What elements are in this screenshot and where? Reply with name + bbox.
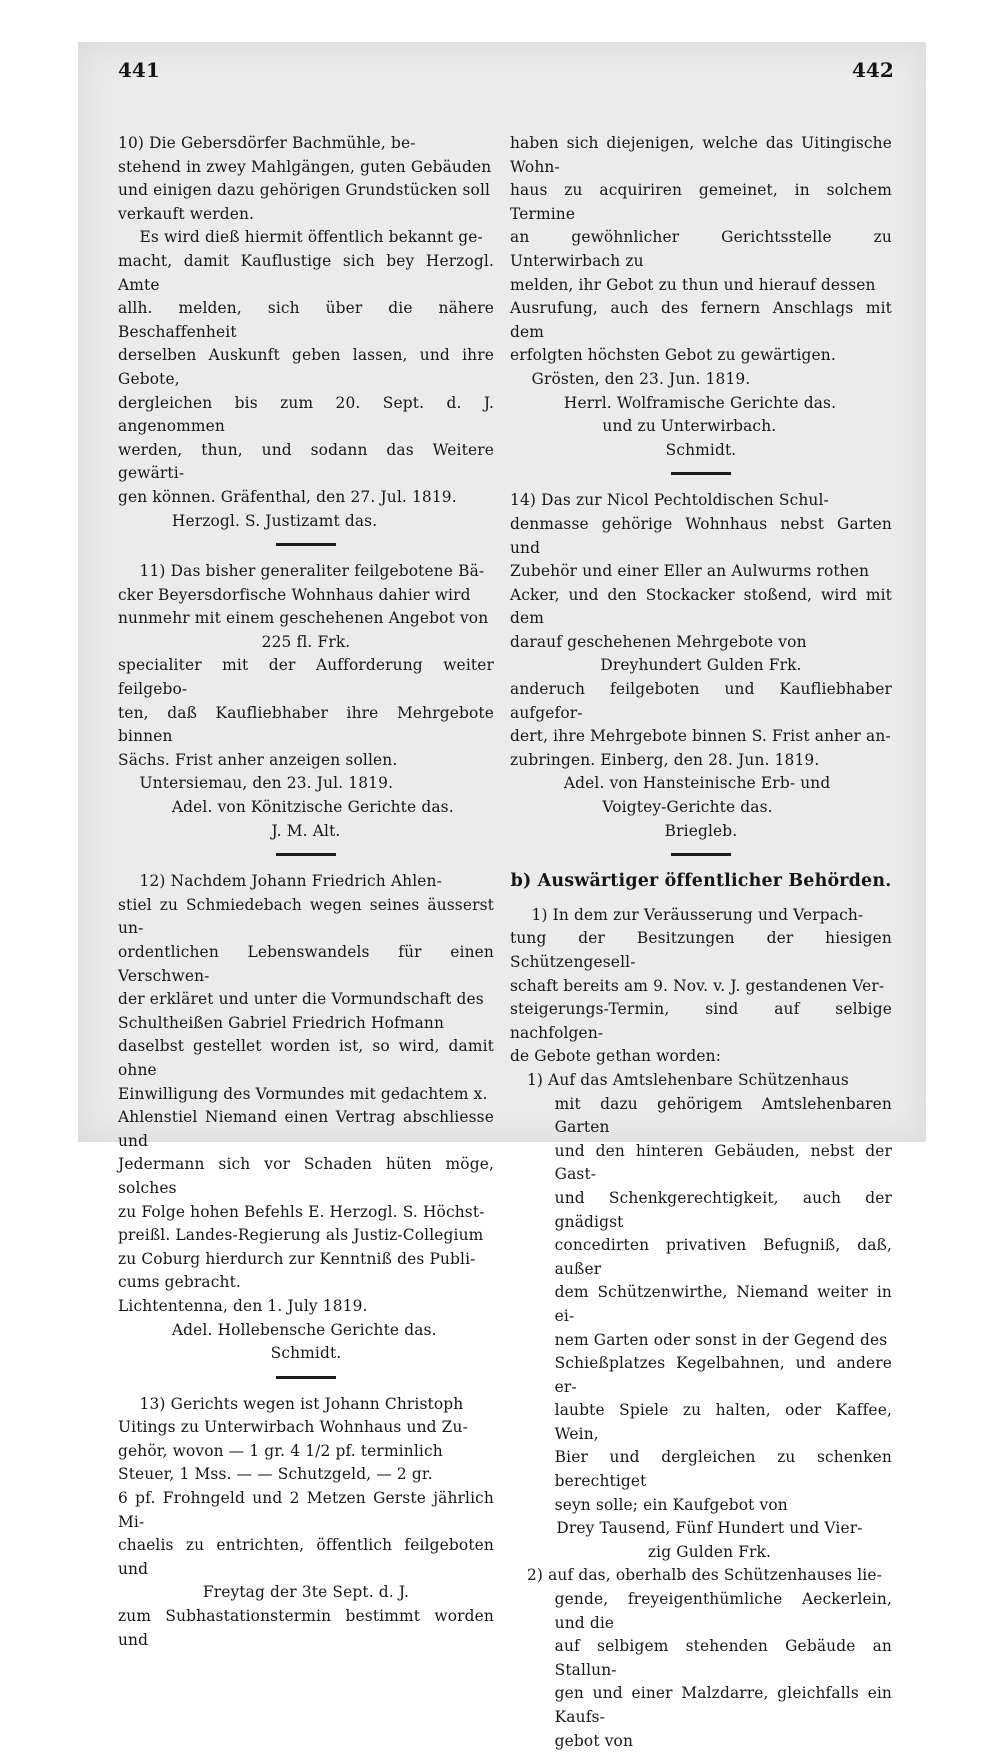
text-line: denmasse gehörige Wohnhaus nebst Garten und <box>510 514 892 557</box>
section-divider <box>276 543 336 546</box>
section-divider <box>276 1376 336 1379</box>
text-line: macht, damit Kauflustige sich bey Herzogl. Amte <box>118 251 494 294</box>
signature: Herzogl. S. Justizamt das. <box>171 511 378 530</box>
signature: Adel. von Hansteinische Erb- und <box>563 774 831 793</box>
text-line: werden, thun, und sodann das Weitere gewärti- <box>118 440 494 483</box>
signature-name: Briegleb. <box>664 821 738 840</box>
text-line: specialiter mit der Aufforderung weiter feilgebo- <box>118 656 494 699</box>
text-line: allh. melden, sich über die nähere Beschaffenheit <box>118 299 494 341</box>
amount: Dreyhundert Gulden Frk. <box>600 656 802 675</box>
text-line: auf selbigem stehenden Gebäude an Stallun- <box>554 1637 892 1679</box>
text-line: 11) Das bisher generaliter feilgebotene Bä- <box>139 562 485 581</box>
text-line: seyn solle; ein Kaufgebot von <box>554 1495 788 1514</box>
text-line: 2) auf das, oberhalb des Schützenhauses lie- <box>526 1566 882 1585</box>
text-line: zubringen. Einberg, den 28. Jun. 1819. <box>510 750 820 769</box>
text-line: erfolgten höchsten Gebot zu gewärtigen. <box>510 346 836 365</box>
text-line: und einigen dazu gehörigen Grundstücken soll <box>118 181 491 200</box>
text-line: 1) Auf das Amtslehenbare Schützenhaus <box>526 1070 849 1089</box>
section-divider <box>276 853 336 856</box>
amount: zig Gulden Frk. <box>647 1542 772 1561</box>
text-line: Bier und dergleichen zu schenken berechtiget <box>554 1448 892 1491</box>
text-line: Uitings zu Unterwirbach Wohnhaus und Zu- <box>118 1418 468 1437</box>
text-line: ordentlichen Lebenswandels für einen Verschwen- <box>118 943 494 985</box>
notice-10 <box>118 132 494 533</box>
text-line: gen und einer Malzdarre, gleichfalls ein Kaufs- <box>554 1684 892 1726</box>
term-date: Freytag der 3te Sept. d. J. <box>202 1583 410 1602</box>
page-number-right: 442 <box>852 58 894 82</box>
section-heading: b) Auswärtiger öffentlicher Behörden. <box>510 871 892 892</box>
place-date: Grösten, den 23. Jun. 1819. <box>531 369 751 388</box>
text-line: Jedermann sich vor Schaden hüten möge, solches <box>118 1155 494 1197</box>
notice-13-continued <box>510 132 892 462</box>
text-line: derselben Auskunft geben lassen, und ihre Gebote, <box>118 346 494 388</box>
place-date: Lichtentenna, den 1. July 1819. <box>118 1296 368 1315</box>
text-line: verkauft werden. <box>118 204 255 223</box>
text-line: laubte Spiele zu halten, oder Kaffee, Wein, <box>554 1401 892 1443</box>
text-line: nem Garten oder sonst in der Gegend des <box>554 1330 888 1349</box>
text-line: Schießplatzes Kegelbahnen, und andere er- <box>554 1354 892 1396</box>
text-line: gen können. Gräfenthal, den 27. Jul. 1819. <box>118 487 457 506</box>
text-line: anderuch feilgeboten und Kaufliebhaber aufgefor- <box>510 680 892 722</box>
text-line: dert, ihre Mehrgebote binnen S. Frist anher an- <box>510 727 891 746</box>
signature: Adel. von Könitzische Gerichte das. <box>171 798 454 817</box>
signature: und zu Unterwirbach. <box>602 417 777 436</box>
text-line: haben sich diejenigen, welche das Uitingische Wohn- <box>510 134 892 176</box>
text-line: Steuer, 1 Mss. — — Schutzgeld, — 2 gr. <box>118 1465 433 1484</box>
text-line: Zubehör und einer Eller an Aulwurms rothen <box>510 562 870 581</box>
text-line: gende, freyeigenthümliche Aeckerlein, und die <box>554 1590 892 1632</box>
text-line: de Gebote gethan worden: <box>510 1047 722 1066</box>
text-line: dergleichen bis zum 20. Sept. d. J. angenommen <box>118 393 494 436</box>
text-line: cker Beyersdorfische Wohnhaus dahier wird <box>118 585 471 604</box>
signature: Adel. Hollebensche Gerichte das. <box>171 1320 437 1339</box>
text-line: dem Schützenwirthe, Niemand weiter in ei- <box>554 1283 892 1325</box>
text-line: chaelis zu entrichten, öffentlich feilgeboten und <box>118 1536 494 1578</box>
section-divider <box>671 472 731 475</box>
sub-item-2 <box>510 1564 892 1753</box>
signature-name: Schmidt. <box>270 1344 342 1363</box>
text-line: der erkläret und unter die Vormundschaft des <box>118 990 484 1009</box>
place-date: Untersiemau, den 23. Jul. 1819. <box>139 774 394 793</box>
text-line: ten, daß Kaufliebhaber ihre Mehrgebote binnen <box>118 703 494 746</box>
signature: Voigtey-Gerichte das. <box>602 798 773 817</box>
left-column <box>118 132 494 1652</box>
text-line: gehör, wovon — 1 gr. 4 1/2 pf. terminlich <box>118 1441 443 1460</box>
text-line: 6 pf. Frohngeld und 2 Metzen Gerste jährlich Mi- <box>118 1489 494 1531</box>
text-line: Sächs. Frist anher anzeigen sollen. <box>118 750 398 769</box>
amount: 225 fl. Frk. <box>261 632 351 651</box>
notice-11 <box>118 560 494 843</box>
text-line: darauf geschehenen Mehrgebote von <box>510 632 807 651</box>
signature-name: J. M. Alt. <box>271 821 341 840</box>
section-divider <box>671 853 731 856</box>
text-line: cums gebracht. <box>118 1273 241 1292</box>
text-line: und Schenkgerechtigkeit, auch der gnädigst <box>554 1188 892 1231</box>
text-line: gebot von <box>554 1731 634 1750</box>
notice-b1 <box>510 904 892 1753</box>
text-line: stiel zu Schmiedebach wegen seines äusserst un- <box>118 895 494 938</box>
text-line: steigerungs-Termin, sind auf selbige nachfolgen- <box>510 1000 892 1042</box>
text-line: tung der Besitzungen der hiesigen Schützengesell- <box>510 929 892 971</box>
text-line: nunmehr mit einem geschehenen Angebot von <box>118 609 489 628</box>
notice-12 <box>118 870 494 1365</box>
right-column <box>510 132 892 1753</box>
text-line: schaft bereits am 9. Nov. v. J. gestandenen Ver- <box>510 976 885 995</box>
amount: Drey Tausend, Fünf Hundert und Vier- <box>556 1519 863 1538</box>
text-line: an gewöhnlicher Gerichtsstelle zu Unterwirbach zu <box>510 228 892 270</box>
text-line: Ahlenstiel Niemand einen Vertrag abschliesse und <box>118 1108 494 1150</box>
text-line: zu Coburg hierdurch zur Kenntniß des Publi- <box>118 1249 476 1268</box>
text-line: daselbst gestellet worden ist, so wird, damit ohne <box>118 1037 494 1079</box>
text-line: melden, ihr Gebot zu thun und hierauf dessen <box>510 275 876 294</box>
text-line: zum Subhastationstermin bestimmt worden und <box>118 1607 494 1649</box>
text-line: 10) Die Gebersdörfer Bachmühle, be- <box>118 134 416 152</box>
text-line: Ausrufung, auch des fernern Anschlags mit dem <box>510 299 892 341</box>
text-line: 14) Das zur Nicol Pechtoldischen Schul- <box>510 491 829 510</box>
signature: Herrl. Wolframische Gerichte das. <box>563 393 837 412</box>
text-line: und den hinteren Gebäuden, nebst der Gast- <box>554 1141 892 1184</box>
text-line: Acker, und den Stockacker stoßend, wird mit dem <box>510 585 892 628</box>
text-line: zu Folge hohen Befehls E. Herzogl. S. Höchst- <box>118 1202 485 1221</box>
notice-13 <box>118 1393 494 1653</box>
text-line: stehend in zwey Mahlgängen, guten Gebäuden <box>118 157 492 176</box>
sub-item-1 <box>510 1069 892 1564</box>
text-line: Einwilligung des Vormundes mit gedachtem x. <box>118 1084 488 1103</box>
text-line: Es wird dieß hiermit öffentlich bekannt ge- <box>139 228 483 247</box>
text-line: concedirten privativen Befugniß, daß, außer <box>554 1236 892 1278</box>
page-number-left: 441 <box>118 58 160 82</box>
text-line: Schultheißen Gabriel Friedrich Hofmann <box>118 1013 445 1032</box>
text-line: haus zu acquiriren gemeinet, in solchem Termine <box>510 181 892 223</box>
signature-name: Schmidt. <box>665 440 737 459</box>
text-line: preißl. Landes-Regierung als Justiz-Collegium <box>118 1226 484 1245</box>
text-line: 12) Nachdem Johann Friedrich Ahlen- <box>139 872 442 891</box>
text-line: 1) In dem zur Veräusserung und Verpach- <box>531 905 864 924</box>
text-line: mit dazu gehörigem Amtslehenbaren Garten <box>554 1094 892 1137</box>
notice-14 <box>510 489 892 843</box>
text-line: 13) Gerichts wegen ist Johann Christoph <box>139 1394 464 1413</box>
